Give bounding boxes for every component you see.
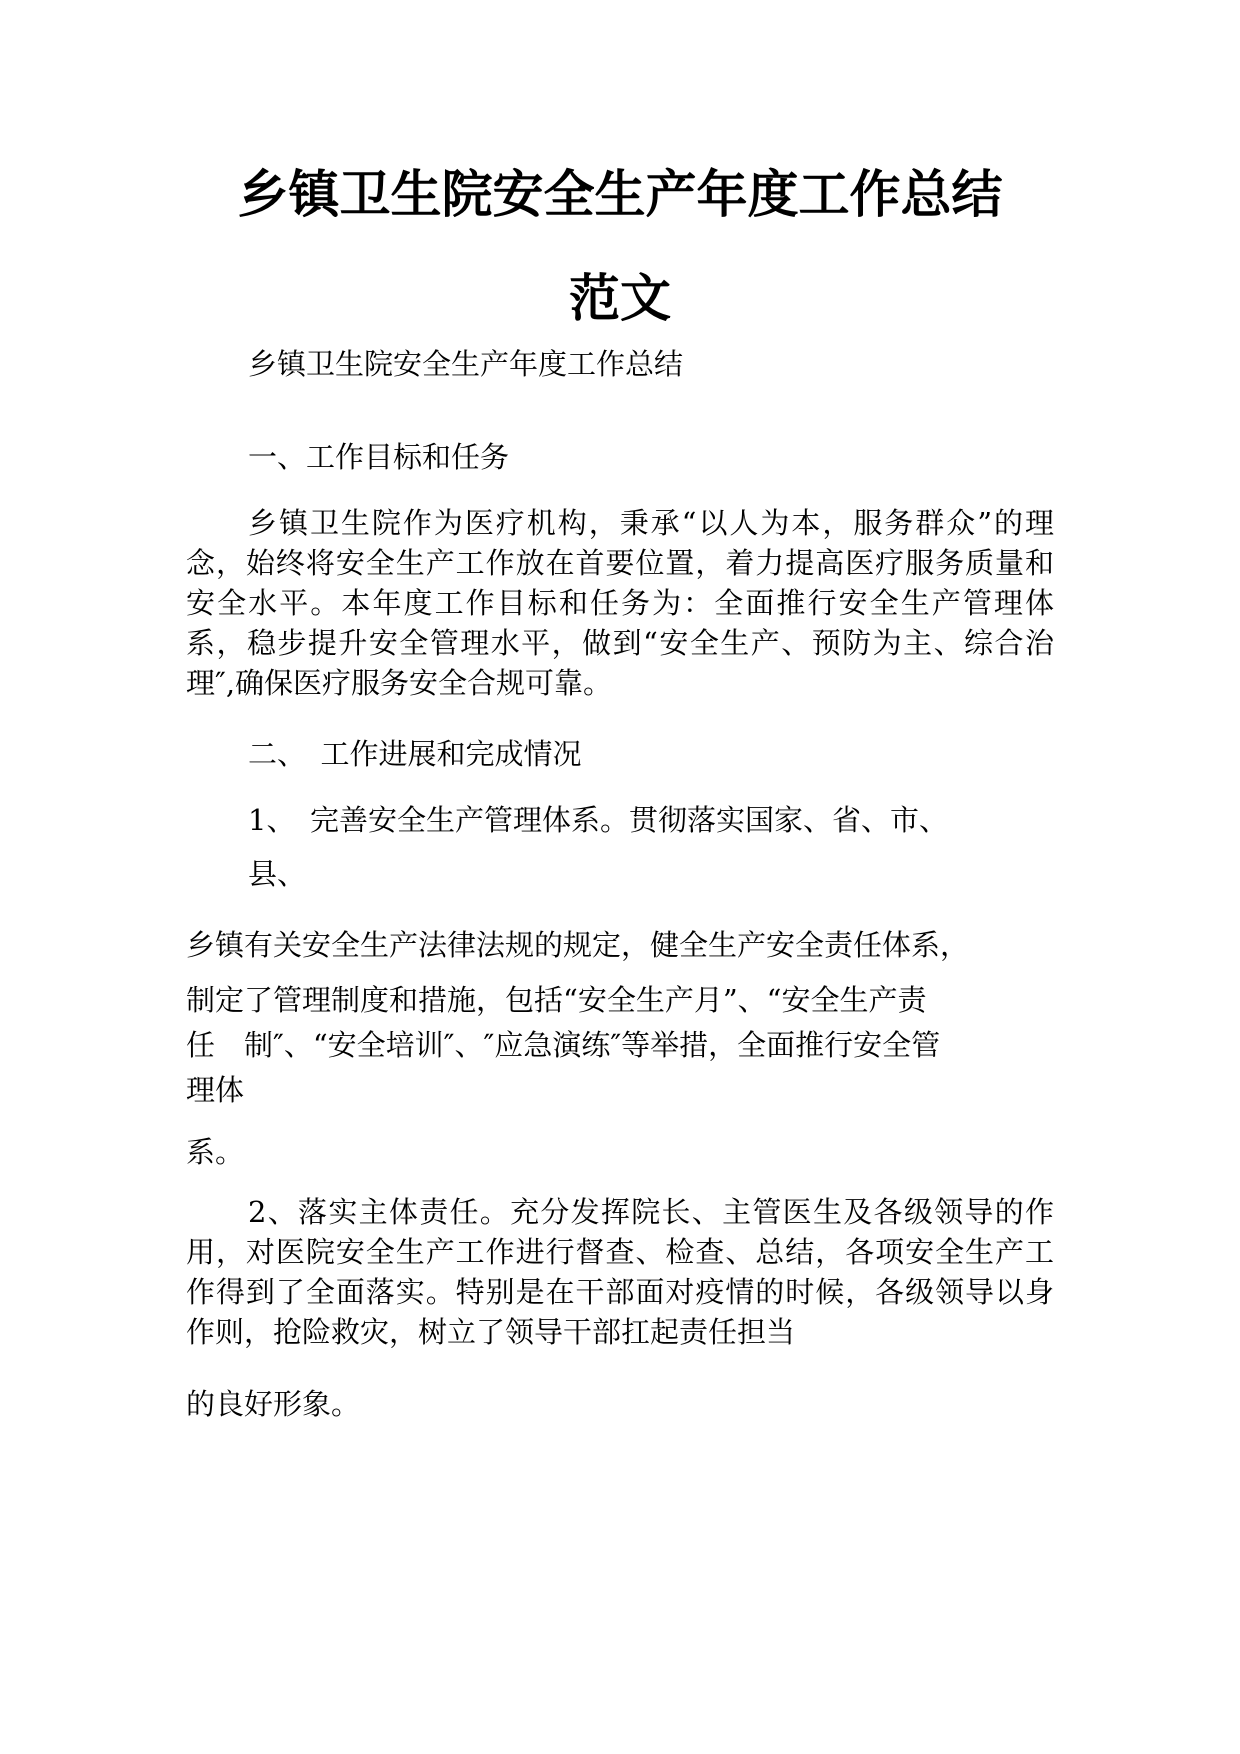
item-1-line-6: 理体 xyxy=(186,1073,245,1107)
item-2-last-line: 的良好形象。 xyxy=(186,1387,361,1421)
document-subtitle: 乡镇卫生院安全生产年度工作总结 xyxy=(248,347,684,381)
item-2-paragraph: 2、落实主体责任。充分发挥院长、主管医生及各级领导的作用，对医院安全生产工作进行督查、检查、总结，各项安全生产工作得到了全面落实。特别是在干部面对疫情的时候，各级领导以身作则，抢险救灾，树立了领导干部扛起责任担当 xyxy=(186,1195,1054,1349)
item-1-line-2: 县、 xyxy=(248,857,307,891)
document-title-line-2: 范文 xyxy=(568,270,671,329)
section-1-paragraph: 乡镇卫生院作为医疗机构，秉承“以人为本，服务群众”的理念，始终将安全生产工作放在首要位置，着力提高医疗服务质量和安全水平。本年度工作目标和任务为：全面推行安全生产管理体系，稳步提升安全管理水平，做到“安全生产、预防为主、综合治理″,确保医疗服务安全合规可靠。 xyxy=(186,506,1054,700)
section-1-heading: 一、工作目标和任务 xyxy=(248,440,510,474)
item-1-line-5: 任 制″、“安全培训″、″应急演练″等举措，全面推行安全管 xyxy=(186,1028,941,1062)
section-2-heading: 二、 工作进展和完成情况 xyxy=(248,737,582,771)
document-title-line-1: 乡镇卫生院安全生产年度工作总结 xyxy=(237,166,1003,225)
item-1-line-4: 制定了管理制度和措施，包括“安全生产月”、“安全生产责 xyxy=(186,983,927,1017)
item-1-line-3: 乡镇有关安全生产法律法规的规定，健全生产安全责任体系， xyxy=(186,928,970,962)
item-1-line-1: 1、 完善安全生产管理体系。贯彻落实国家、省、市、 xyxy=(248,803,948,837)
item-1-line-7: 系。 xyxy=(186,1135,245,1169)
